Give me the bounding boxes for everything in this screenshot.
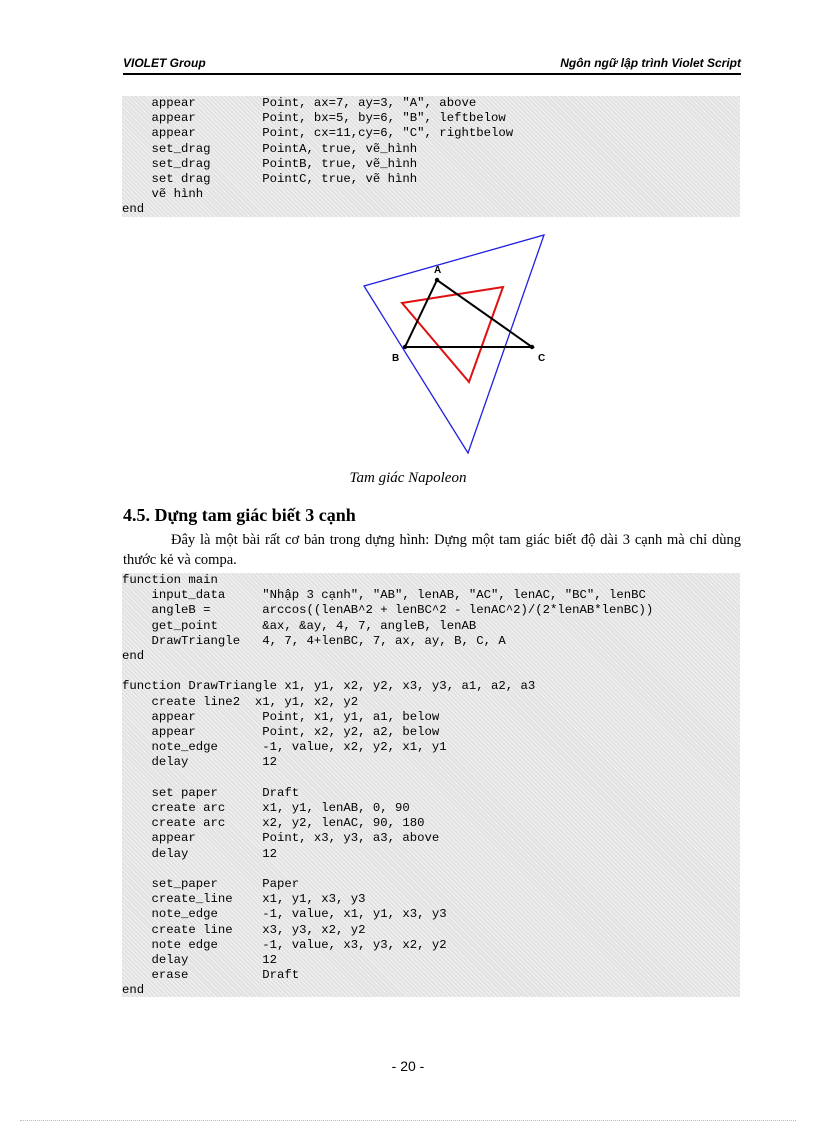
page-bottom-divider [20,1120,796,1121]
napoleon-triangle-figure [355,230,555,460]
napoleon-triangle-svg [355,230,555,460]
section-heading: 4.5. Dựng tam giác biết 3 cạnh [123,505,356,525]
header-left-title: VIOLET Group [123,56,206,70]
section-paragraph [123,530,741,570]
point-b-marker [403,345,407,349]
point-a-label: A [434,265,442,276]
page-header [123,55,741,75]
point-c-marker [530,345,534,349]
point-c-label: C [538,353,546,364]
main-triangle-abc [405,280,532,347]
outer-blue-triangle [364,235,544,453]
paragraph-text: Đây là một bài rất cơ bản trong dựng hình: Dựng một tam giác biết độ dài 3 cạnh mà chỉ dùng thước kẻ và compa. [123,532,741,568]
inner-red-triangle [402,287,503,382]
point-b-label: B [392,353,400,364]
header-right-title: Ngôn ngữ lập trình Violet Script [560,56,741,70]
figure-caption: Tam giác Napoleon [349,470,467,486]
code-block-1: appear Point, ax=7, ay=3, "A", above appear Point, bx=5, by=6, "B", leftbelow appear Point, cx=11,cy=6, "C", rightbelow set_drag PointA, true, vẽ_hình set_drag PointB, true, vẽ_hình set drag PointC, true, vẽ hình vẽ hình end [122,96,740,217]
page-number: - 20 - [391,1058,425,1074]
point-a-marker [435,278,439,282]
code-block-2: function main input_data "Nhập 3 cạnh", "AB", lenAB, "AC", lenAC, "BC", lenBC angleB = arccos((lenAB^2 + lenBC^2 - lenAC^2)/(2*lenAB*lenBC)) get_point &ax, &ay, 4, 7, angleB, lenAB DrawTriangle 4, 7, 4+lenBC, 7, ax, ay, B, C, A end function DrawTriangle x1, y1, x2, y2, x3, y3, a1, a2, a3 create line2 x1, y1, x2, y2 appear Point, x1, y1, a1, below appear Point, x2, y2, a2, below note_edge -1, value, x2, y2, x1, y1 delay 12 set paper Draft create arc x1, y1, lenAB, 0, 90 create arc x2, y2, lenAC, 90, 180 appear Point, x3, y3, a3, above delay 12 set_paper Paper create_line x1, y1, x3, y3 note_edge -1, value, x1, y1, x3, y3 create line x3, y3, x2, y2 note edge -1, value, x3, y3, x2, y2 delay 12 erase Draft end [122,573,740,997]
